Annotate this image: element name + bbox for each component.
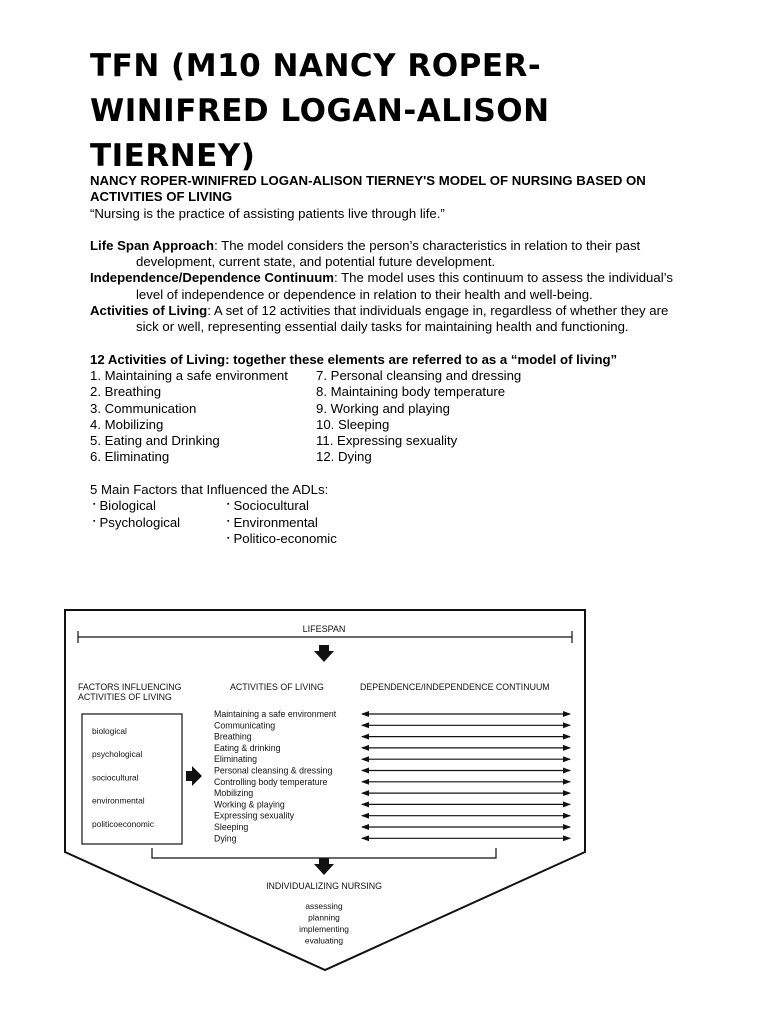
factor-label: biological xyxy=(92,726,127,736)
adl-column-1 xyxy=(90,368,316,466)
lifespan-label: LIFESPAN xyxy=(302,624,346,634)
list-item: ▪ Sociocultural xyxy=(227,498,309,514)
activities-header: ACTIVITIES OF LIVING xyxy=(230,682,324,692)
down-arrow-icon xyxy=(314,645,334,662)
continuum-arrows xyxy=(362,714,570,838)
list-item: 3. Communication xyxy=(90,400,197,416)
list-item: 11. Expressing sexuality xyxy=(316,433,458,449)
concept-text: : A set of 12 activities that individuals engage in, regardless of whether they are sick or well, representing essential daily tasks for maintaining health and functioning. xyxy=(136,303,669,335)
activity-label: Working & playing xyxy=(214,799,285,810)
activity-label: Personal cleansing & dressing xyxy=(214,765,333,776)
process-step: implementing xyxy=(299,924,349,934)
activity-label: Expressing sexuality xyxy=(214,810,295,821)
factor-label: psychological xyxy=(92,749,143,760)
quote: “Nursing is the practice of assisting patients live through life.” xyxy=(90,205,445,221)
list-item: ▪ Environmental xyxy=(227,514,318,530)
list-item: 6. Eliminating xyxy=(90,449,170,465)
concept-term: Activities of Living xyxy=(90,303,208,319)
activity-label: Communicating xyxy=(214,720,276,731)
page-title: TFN (M10 NANCY ROPER-WINIFRED LOGAN-ALISON TIERNEY) xyxy=(90,48,550,174)
activity-label: Controlling body temperature xyxy=(214,776,328,787)
list-item: 2. Breathing xyxy=(90,384,162,400)
activity-label: Dying xyxy=(214,833,237,844)
bracket xyxy=(152,848,496,858)
list-item: 5. Eating and Drinking xyxy=(90,433,220,449)
adl-heading: 12 Activities of Living: together these elements are referred to as a “model of living” xyxy=(90,351,618,367)
bullet-icon: ▪ xyxy=(227,518,230,526)
activities-list xyxy=(214,709,337,843)
list-item: 1. Maintaining a safe environment xyxy=(90,367,288,383)
bullet-icon: ▪ xyxy=(227,501,230,509)
factor-label: politicoeconomic xyxy=(92,818,154,829)
process-step: assessing xyxy=(305,901,343,911)
factors-list xyxy=(90,498,690,548)
model-of-living-diagram xyxy=(60,604,590,974)
continuum-header: DEPENDENCE/INDEPENDENCE CONTINUUM xyxy=(360,682,550,692)
activity-label: Maintaining a safe environment xyxy=(214,709,337,719)
bullet-icon: ▪ xyxy=(227,534,230,542)
activity-label: Eating & drinking xyxy=(214,742,281,753)
list-item: ▪ Biological xyxy=(93,498,156,514)
concept-text: : The model uses this continuum to assess the individual’s level of independence or dependence in relation to their health and well-being. xyxy=(136,270,673,302)
activity-label: Mobilizing xyxy=(214,788,254,799)
subtitle: NANCY ROPER-WINIFRED LOGAN-ALISON TIERNEY'S MODEL OF NURSING BASED ON ACTIVITIES OF LIVING xyxy=(90,173,646,205)
list-item: 7. Personal cleansing and dressing xyxy=(316,367,522,383)
activity-label: Breathing xyxy=(214,731,252,742)
list-item: 9. Working and playing xyxy=(316,400,450,416)
concept-activities xyxy=(90,303,690,336)
concept-term: Life Span Approach xyxy=(90,237,215,253)
list-item: 4. Mobilizing xyxy=(90,416,164,432)
process-step: evaluating xyxy=(304,935,344,946)
concept-text: : The model considers the person’s characteristics in relation to their past development, current state, and potential future development. xyxy=(136,237,641,270)
bullet-icon: ▪ xyxy=(93,501,96,509)
nursing-process-list xyxy=(299,901,349,946)
bullet-icon: ▪ xyxy=(93,518,96,526)
concept-continuum xyxy=(90,270,690,303)
list-item: 8. Maintaining body temperature xyxy=(316,384,506,400)
activity-label: Sleeping xyxy=(214,822,249,832)
list-item: 10. Sleeping xyxy=(316,416,390,432)
concept-life-span xyxy=(90,238,690,271)
process-step: planning xyxy=(308,912,340,923)
list-item: ▪ Psychological xyxy=(93,514,181,530)
activity-label: Eliminating xyxy=(214,754,258,765)
factors-list xyxy=(92,726,154,829)
adl-column-2 xyxy=(316,368,646,466)
factors-header: FACTORS INFLUENCING ACTIVITIES OF LIVING xyxy=(78,682,182,702)
factors-column-1 xyxy=(90,498,230,548)
factors-heading: 5 Main Factors that Influenced the ADLs: xyxy=(90,481,329,497)
factors-column-2 xyxy=(227,498,427,548)
concept-term: Independence/Dependence Continuum xyxy=(90,270,334,286)
individualizing-label: INDIVIDUALIZING NURSING xyxy=(266,881,382,891)
document-body xyxy=(90,173,690,548)
factor-label: sociocultural xyxy=(92,772,139,783)
list-item: ▪ Politico-economic xyxy=(227,531,337,547)
right-arrow-icon xyxy=(186,766,202,786)
factor-label: environmental xyxy=(92,795,145,806)
adl-list xyxy=(90,368,690,466)
list-item: 12. Dying xyxy=(316,449,372,465)
down-arrow-icon xyxy=(314,858,334,875)
